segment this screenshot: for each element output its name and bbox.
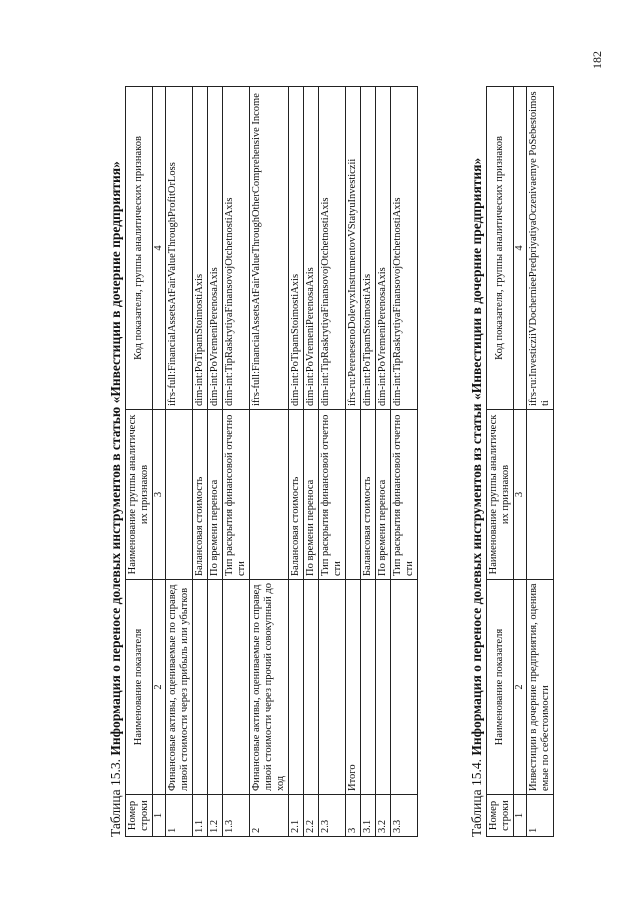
row-number-cell: 1.3 [223,795,250,837]
table-row [250,87,289,837]
row-number-cell: 1 [527,795,554,837]
code-cell: dim-int:TipRaskrytiyaFinansovojOtchetnostiAxis [391,87,418,410]
table2-caption [469,158,485,837]
table-row [319,87,346,837]
group-name-cell: Балансовая стоимость [361,410,376,580]
table1-header-cell: Наименование группы аналитических признаков [126,410,153,580]
indicator-name-cell [376,580,391,795]
code-cell: dim-int:TipRaskrytiyaFinansovojOtchetnostiAxis [223,87,250,410]
table-row [346,87,361,837]
group-name-cell: По времени переноса [304,410,319,580]
indicator-name-cell [223,580,250,795]
group-name-cell: Тип раскрытия финансовой отчетности [391,410,418,580]
code-cell: ifrs-ru:PerenesenoDolevyxInstrumentovVStatyuInvesticzii [346,87,361,410]
table-row [391,87,418,837]
table2-header-cell: Номер строки [487,795,514,837]
table2 [486,86,554,837]
table1-header-cell: Номер строки [126,795,153,837]
table-row [223,87,250,837]
table2-header-cell: Наименование группы аналитических признаков [487,410,514,580]
table2-header-row [487,87,514,837]
table-row [376,87,391,837]
code-cell: ifrs-full:FinancialAssetsAtFairValueThroughProfitOrLoss [166,87,193,410]
code-cell: dim-int:PoTipamStoimostiAxis [193,87,208,410]
table1-column-number-row [153,87,166,837]
indicator-name-cell [361,580,376,795]
row-number-cell: 1.1 [193,795,208,837]
row-number-cell: 2.3 [319,795,346,837]
row-number-cell: 3.1 [361,795,376,837]
table2-header-cell: Код показателя, группы аналитических признаков [487,87,514,410]
table1 [125,86,418,837]
table1-header-cell: Наименование показателя [126,580,153,795]
group-name-cell [250,410,289,580]
table2-header-cell: Наименование показателя [487,580,514,795]
table1-column-number: 1 [153,795,166,837]
table2-column-number: 4 [514,87,527,410]
code-cell: dim-int:PoVremeniPerenosaAxis [304,87,319,410]
row-number-cell: 3.2 [376,795,391,837]
group-name-cell [527,410,554,580]
code-cell: dim-int:PoVremeniPerenosaAxis [208,87,223,410]
group-name-cell: По времени переноса [376,410,391,580]
indicator-name-cell: Финансовые активы, оцениваемые по справедливой стоимости через прочий совокупный доход [250,580,289,795]
group-name-cell: По времени переноса [208,410,223,580]
group-name-cell [166,410,193,580]
table1-header-cell: Код показателя, группы аналитических признаков [126,87,153,410]
group-name-cell [346,410,361,580]
table-row [304,87,319,837]
indicator-name-cell: Финансовые активы, оцениваемые по справедливой стоимости через прибыль или убытков [166,580,193,795]
table1-caption-prefix: Таблица 15.3. [108,759,123,837]
row-number-cell: 2.1 [289,795,304,837]
row-number-cell: 1 [166,795,193,837]
table2-column-number: 3 [514,410,527,580]
code-cell: dim-int:PoTipamStoimostiAxis [361,87,376,410]
indicator-name-cell [193,580,208,795]
code-cell: ifrs-ru:InvesticziiVDochernieePredpriyatiyaOczenivaemye PoSebestoimosti [527,87,554,410]
table1-caption-title: Информация о переносе долевых инструментов в статью «Инвестиции в дочерние предприятия» [108,161,123,756]
group-name-cell: Балансовая стоимость [193,410,208,580]
table2-column-number: 1 [514,795,527,837]
table1-header-row [126,87,153,837]
table1-column-number: 4 [153,87,166,410]
row-number-cell: 1.2 [208,795,223,837]
table2-column-number-row [514,87,527,837]
page-number: 182 [590,51,604,69]
indicator-name-cell [304,580,319,795]
table-row [361,87,376,837]
row-number-cell: 2 [250,795,289,837]
indicator-name-cell: Инвестиции в дочерние предприятия, оцениваемые по себестоимости [527,580,554,795]
row-number-cell: 2.2 [304,795,319,837]
indicator-name-cell [208,580,223,795]
table2-column-number: 2 [514,580,527,795]
table2-caption-title: Информация о переносе долевых инструментов из статьи «Инвестиции в дочерние предприятия» [469,157,484,756]
table-row [208,87,223,837]
row-number-cell: 3 [346,795,361,837]
table-row [193,87,208,837]
indicator-name-cell: Итого [346,580,361,795]
code-cell: ifrs-full:FinancialAssetsAtFairValueThroughOtherComprehensive Income [250,87,289,410]
table-row [289,87,304,837]
group-name-cell: Тип раскрытия финансовой отчетности [319,410,346,580]
table-row [527,87,554,837]
table1-caption [108,161,124,837]
table1-column-number: 3 [153,410,166,580]
code-cell: dim-int:PoVremeniPerenosaAxis [376,87,391,410]
group-name-cell: Тип раскрытия финансовой отчетности [223,410,250,580]
table-row [166,87,193,837]
indicator-name-cell [289,580,304,795]
code-cell: dim-int:PoTipamStoimostiAxis [289,87,304,410]
table2-caption-prefix: Таблица 15.4. [469,759,484,837]
code-cell: dim-int:TipRaskrytiyaFinansovojOtchetnostiAxis [319,87,346,410]
table1-column-number: 2 [153,580,166,795]
row-number-cell: 3.3 [391,795,418,837]
group-name-cell: Балансовая стоимость [289,410,304,580]
indicator-name-cell [391,580,418,795]
indicator-name-cell [319,580,346,795]
